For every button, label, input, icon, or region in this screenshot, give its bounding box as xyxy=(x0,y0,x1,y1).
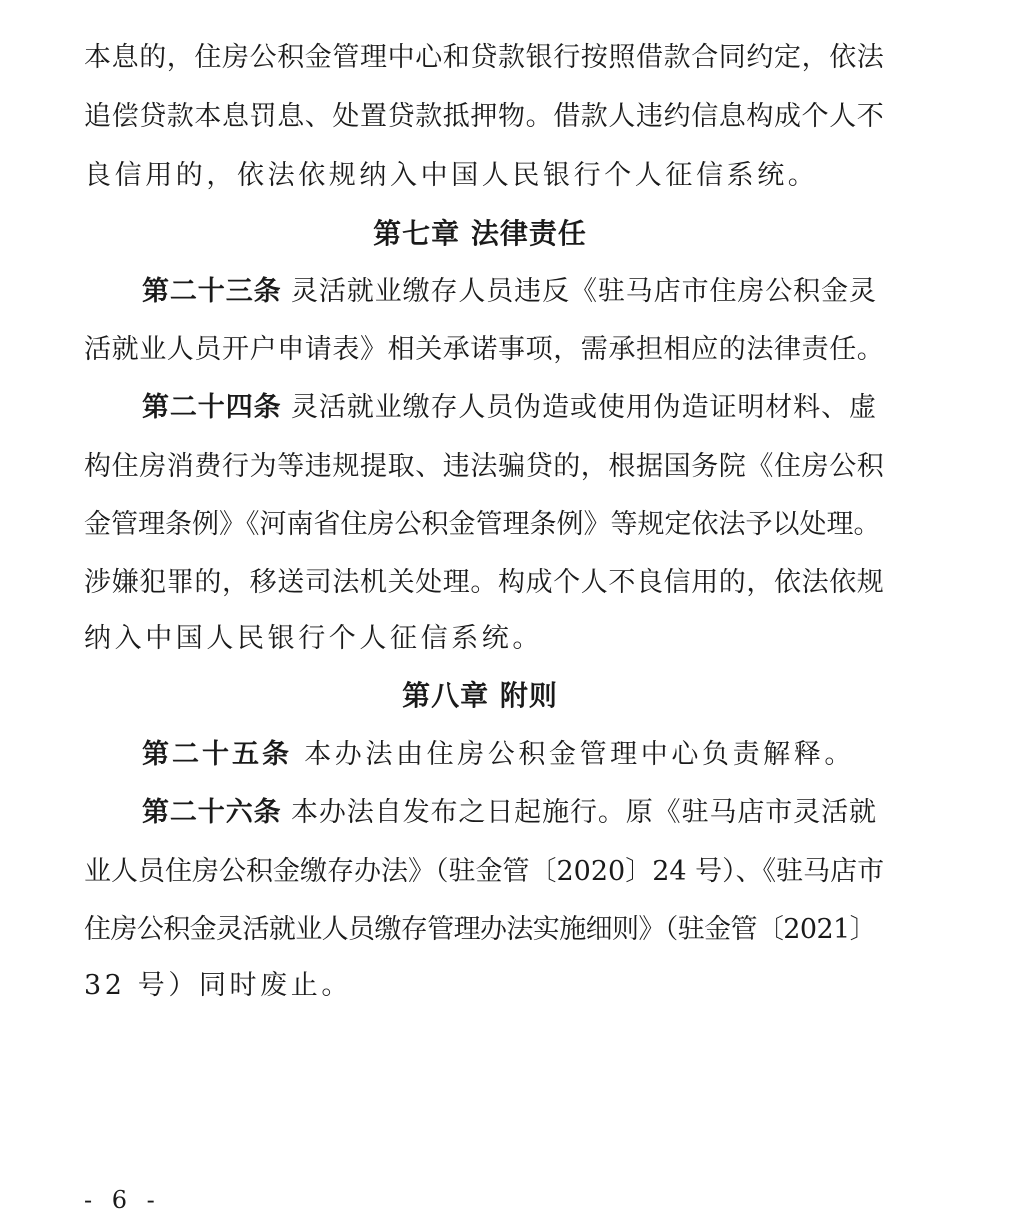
article-23-line xyxy=(142,264,884,320)
paragraph-line: 本息的，住房公积金管理中心和贷款银行按照借款合同约定，依法 xyxy=(84,42,885,73)
page-number: - 6 - xyxy=(84,1186,161,1214)
paragraph-line: 涉嫌犯罪的，移送司法机关处理。构成个人不良信用的，依法依规 xyxy=(84,567,885,598)
paragraph-line: 追偿贷款本息罚息、处置贷款抵押物。借款人违约信息构成个人不 xyxy=(84,101,885,132)
paragraph-line: 金管理条例》《河南省住房公积金管理条例》等规定依法予以处理。 xyxy=(84,509,881,540)
article-text: 灵活就业缴存人员违反《驻马店市住房公积金灵 xyxy=(290,276,877,307)
article-label: 第二十四条 xyxy=(142,392,282,423)
article-label: 第二十五条 xyxy=(142,739,292,770)
paragraph-line: 住房公积金灵活就业人员缴存管理办法实施细则》（驻金管〔2021〕 xyxy=(84,914,877,945)
paragraph-line: 良信用的，依法依规纳入中国人民银行个人征信系统。 xyxy=(84,160,819,191)
article-text: 本办法由住房公积金管理中心负责解释。 xyxy=(304,739,855,770)
paragraph-line: 活就业人员开户申请表》相关承诺事项，需承担相应的法律责任。 xyxy=(84,334,885,365)
article-24-line xyxy=(142,380,884,436)
paragraph-line: 构住房消费行为等违规提取、违法骗贷的，根据国务院《住房公积 xyxy=(84,451,885,482)
paragraph-line: 纳入中国人民银行个人征信系统。 xyxy=(84,623,543,654)
article-text: 灵活就业缴存人员伪造或使用伪造证明材料、虚 xyxy=(290,392,877,423)
article-text: 本办法自发布之日起施行。原《驻马店市灵活就 xyxy=(290,797,877,828)
paragraph-line: 业人员住房公积金缴存办法》（驻金管〔2020〕24 号）、《驻马店市 xyxy=(84,856,885,887)
article-label: 第二十六条 xyxy=(142,797,282,828)
article-25-line xyxy=(142,727,884,783)
paragraph-line: 32 号）同时废止。 xyxy=(84,970,352,1001)
chapter-heading: 第八章 附则 xyxy=(402,679,558,712)
chapter-heading: 第七章 法律责任 xyxy=(373,217,587,250)
article-label: 第二十三条 xyxy=(142,276,282,307)
article-26-line xyxy=(142,785,884,841)
